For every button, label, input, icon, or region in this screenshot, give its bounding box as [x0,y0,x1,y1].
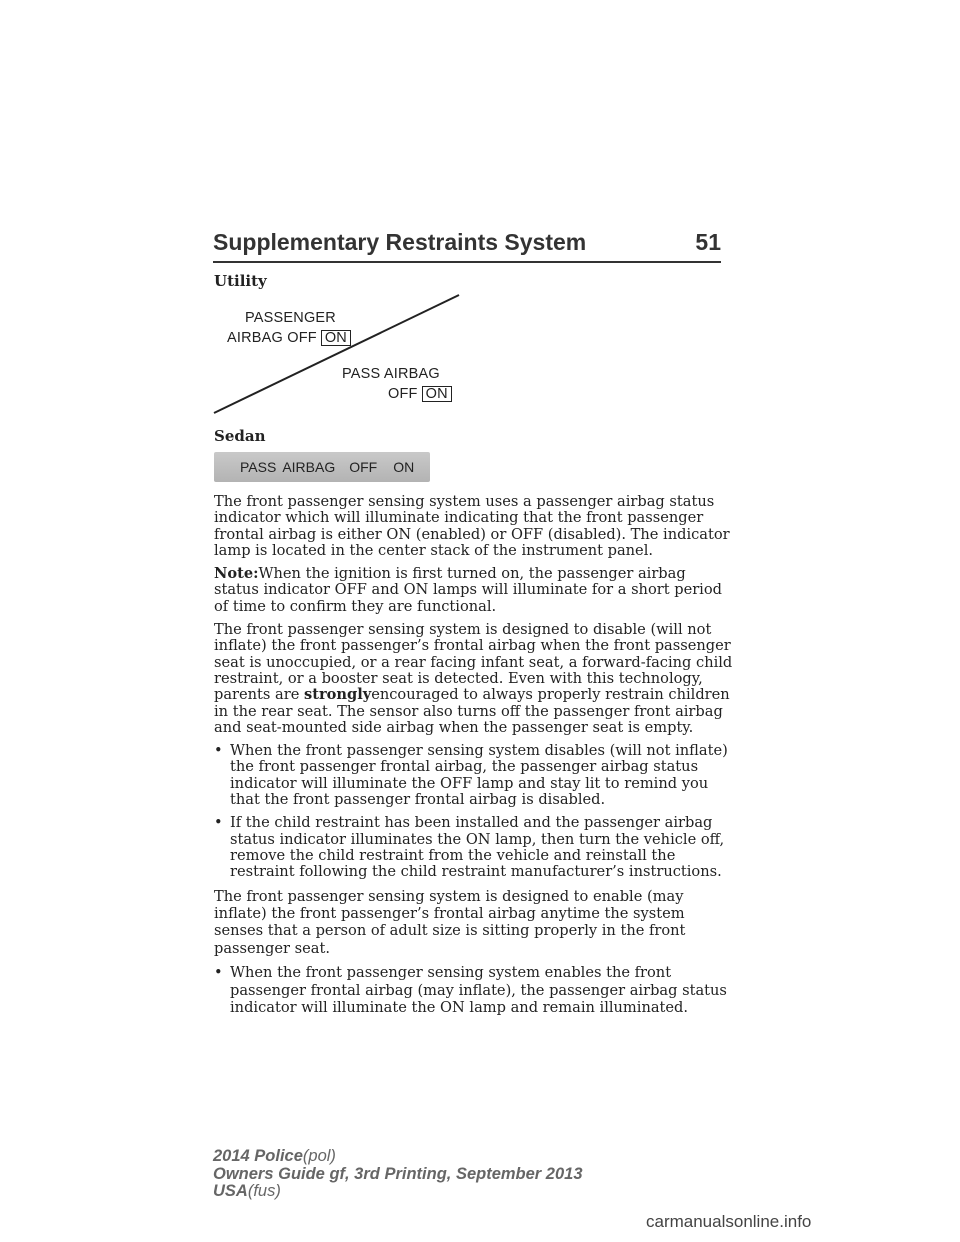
sedan-pass-label: PASS [240,459,277,475]
note-label: Note: [214,565,259,583]
paragraph-note [214,566,734,615]
utility-heading: Utility [214,272,267,290]
p3-text-before: The front passenger sensing system is designed to disable (will not inflate) the front passenger’s frontal airbag when the front passenger seat is unoccupied, or a rear facing infant seat, a forward-facing child restraint, or a booster seat is detected. Even with this technology, parents are [214,621,733,704]
section-title: Supplementary Restraints System [213,229,587,255]
footer-market: USA [213,1182,248,1200]
page-footer [213,1148,583,1201]
list-item [214,964,734,1016]
footer-line3 [213,1183,583,1201]
sedan-off-label: OFF [349,459,378,475]
bullet-mark: • [214,964,223,982]
page-header [213,229,721,256]
footer-line1 [213,1148,583,1166]
body-text [214,494,734,1023]
lower-label-line1: PASS AIRBAG [342,366,440,382]
lower-on-box: ON [422,386,452,402]
footer-market-code: (fus) [247,1182,281,1200]
bullet-text: When the front passenger sensing system disables (will not inflate) the front passenger frontal airbag, the passenger airbag status indicator will illuminate the OFF lamp and stay lit to remind you that the front passenger frontal airbag is disabled. [230,742,728,809]
upper-label-line1: PASSENGER [245,310,336,326]
bullet-text: If the child restraint has been installed and the passenger airbag status indicator illuminates the ON lamp, then turn the vehicle off, remove the child restraint from the vehicle and reinstall the restraint following the child restraint manufacturer’s instructions. [230,814,725,881]
utility-indicator-diagram [210,290,470,420]
upper-airbag-off-text: AIRBAG OFF [227,330,317,346]
lower-label-line2 [388,386,452,402]
sedan-heading: Sedan [214,427,266,445]
upper-on-box: ON [321,330,351,346]
list-item [214,815,734,880]
note-text: When the ignition is first turned on, the passenger airbag status indicator OFF and ON lamps will illuminate for a short period of time to confirm they are functional. [214,565,722,615]
header-rule [213,261,721,263]
p3-strong: strongly [304,686,372,704]
footer-line2: Owners Guide gf, 3rd Printing, September 2013 [213,1164,583,1183]
bullet-mark: • [214,814,223,832]
bullet-mark: • [214,742,223,760]
page-number: 51 [695,229,721,255]
sedan-airbag-label: AIRBAG [282,459,336,475]
upper-label-line2 [227,330,351,346]
lower-off-text: OFF [388,386,418,402]
paragraph-intro: The front passenger sensing system uses a passenger airbag status indicator which will illuminate indicating that the front passenger frontal airbag is either ON (enabled) or OFF (disabled). The indicator lamp is located in the center stack of the instrument panel. [214,493,730,559]
list-item [214,743,734,808]
sedan-indicator-bar [214,452,430,482]
paragraph-enable: The front passenger sensing system is designed to enable (may inflate) the front passenger’s frontal airbag anytime the system senses that a person of adult size is sitting properly in the front passenger seat. [214,887,686,957]
watermark-link[interactable]: carmanualsonline.info [646,1212,812,1231]
footer-model-code: (pol) [302,1147,336,1165]
p3-text-after: encouraged to always properly restrain children in the rear seat. The sensor also turns off the passenger front airbag and seat-mounted side airbag when the passenger seat is empty. [214,686,730,736]
footer-model: 2014 Police [213,1147,303,1165]
sedan-on-label: ON [393,459,415,475]
paragraph-disable [214,622,734,736]
bullet-text: When the front passenger sensing system enables the front passenger frontal airbag (may inflate), the passenger airbag status indicator will illuminate the ON lamp and remain illuminated. [230,964,727,1016]
